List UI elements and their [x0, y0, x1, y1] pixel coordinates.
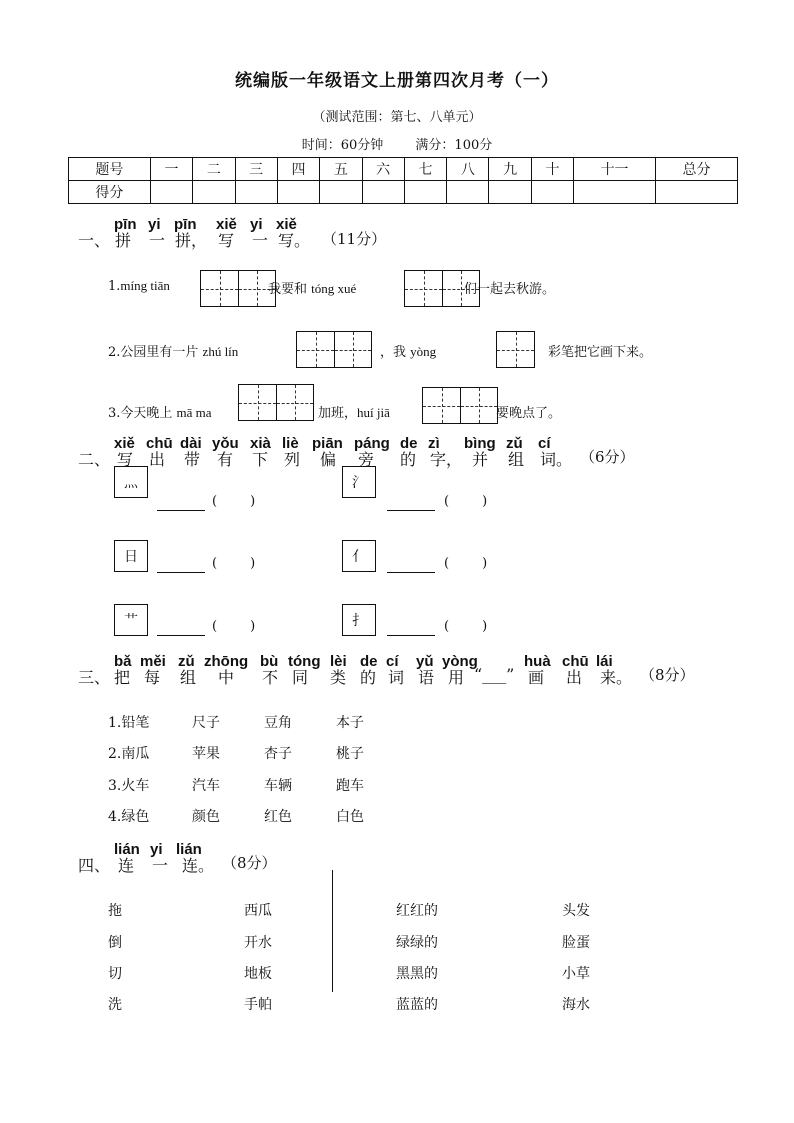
answer-blank[interactable] — [157, 496, 205, 511]
match-object[interactable]: 西瓜 — [244, 903, 272, 919]
match-verb[interactable]: 拖 — [108, 903, 122, 919]
q1-1-text-2 — [268, 278, 356, 297]
score-cell[interactable] — [320, 181, 362, 204]
section-4-pinyin: yi — [150, 841, 163, 858]
answer-blank[interactable] — [157, 621, 205, 636]
answer-blank[interactable] — [387, 558, 435, 573]
section-1-char: 拼， — [175, 231, 208, 250]
section-3-char: 不 — [262, 668, 279, 687]
score-cell[interactable] — [574, 181, 656, 204]
section-1-char: 一 — [252, 231, 269, 250]
q1-2-pinyin-1: zhú lín — [202, 344, 239, 359]
section-2-char: 下 — [252, 450, 269, 469]
score-row-label: 得分 — [69, 181, 151, 204]
score-cell[interactable] — [150, 181, 192, 204]
match-adjective[interactable]: 红红的 — [396, 903, 438, 919]
answer-parentheses[interactable]: ( ) — [212, 619, 256, 634]
section-1-char: 写。 — [278, 231, 311, 250]
section-3-pinyin: bǎ — [114, 653, 132, 670]
match-noun[interactable]: 头发 — [562, 903, 590, 919]
section-1-score: （11分） — [322, 230, 387, 248]
word-item[interactable]: 汽车 — [192, 778, 220, 794]
tian-cell[interactable] — [297, 332, 334, 367]
score-header-cell: 六 — [362, 158, 404, 181]
section-3-score: （8分） — [640, 666, 695, 684]
match-verb[interactable]: 洗 — [108, 997, 122, 1013]
section-3-char: 类 — [330, 668, 347, 687]
section-3-pinyin: lái — [596, 653, 613, 670]
word-item[interactable]: 本子 — [336, 715, 364, 731]
score-header-cell: 十一 — [574, 158, 656, 181]
tian-cell[interactable] — [497, 332, 534, 367]
section-2-pinyin: zì — [428, 435, 440, 452]
section-3-char: 同 — [292, 668, 309, 687]
word-item[interactable]: 颜色 — [192, 809, 220, 825]
score-header-cell: 总分 — [656, 158, 738, 181]
answer-parentheses[interactable]: ( ) — [212, 494, 256, 509]
word-item[interactable]: 桃子 — [336, 746, 364, 762]
tian-cell[interactable] — [460, 388, 497, 423]
section-3-char: 用 — [448, 668, 465, 687]
tian-cell[interactable] — [405, 271, 442, 306]
tian-cell[interactable] — [423, 388, 460, 423]
section-2-char: 旁 — [358, 450, 375, 469]
match-adjective[interactable]: 绿绿的 — [396, 935, 438, 951]
q1-2-middle: ，我 — [380, 345, 407, 360]
section-3-pinyin: zǔ — [178, 653, 195, 670]
answer-parentheses[interactable]: ( ) — [444, 556, 488, 571]
section-2-char: 偏 — [320, 450, 337, 469]
section-2-pinyin: cí — [538, 435, 551, 452]
match-noun[interactable]: 小草 — [562, 966, 590, 982]
section-3-pinyin: chū — [562, 653, 589, 670]
section-2-score: （6分） — [580, 448, 635, 466]
section-2-number: 二、 — [78, 450, 111, 469]
section-2-char: 的 — [400, 450, 417, 469]
q1-1-prefix: 1. — [108, 279, 121, 294]
section-2-pinyin: bìng — [464, 435, 496, 452]
section-1-pinyin: pīn — [174, 216, 197, 233]
q1-3-pinyin-2: huí jiā — [357, 405, 390, 420]
section-1-pinyin: yi — [148, 216, 161, 233]
word-item[interactable]: 车辆 — [264, 778, 292, 794]
q1-3-text — [108, 402, 212, 421]
match-noun[interactable]: 脸蛋 — [562, 935, 590, 951]
score-cell[interactable] — [362, 181, 404, 204]
section-2-pinyin: de — [400, 435, 418, 452]
exam-time: 时间：60分钟 — [301, 138, 384, 153]
section-1-char: 拼 — [115, 231, 132, 250]
section-4-pinyin: lián — [176, 841, 202, 858]
section-2-char: 有 — [217, 450, 234, 469]
tian-cell[interactable] — [201, 271, 238, 306]
score-header-cell: 九 — [489, 158, 531, 181]
q1-2-text — [108, 341, 238, 360]
score-cell[interactable] — [531, 181, 573, 204]
score-cell[interactable] — [277, 181, 319, 204]
score-table-score-row — [69, 181, 738, 204]
section-1-pinyin: pīn — [114, 216, 137, 233]
match-adjective[interactable]: 黑黑的 — [396, 966, 438, 982]
section-2-char: 词。 — [540, 450, 573, 469]
section-2-pinyin: dài — [180, 435, 202, 452]
section-3-char: 组 — [180, 668, 197, 687]
score-cell[interactable] — [656, 181, 738, 204]
section-3-pinyin: tóng — [288, 653, 321, 670]
answer-parentheses[interactable]: ( ) — [444, 494, 488, 509]
q1-3-writing-grid-1[interactable] — [238, 384, 314, 421]
score-header-cell: 五 — [320, 158, 362, 181]
section-4-char: 连。 — [182, 856, 215, 875]
answer-parentheses[interactable]: ( ) — [444, 619, 488, 634]
radical-box-water: 氵 — [342, 466, 376, 498]
score-header-cell: 七 — [404, 158, 446, 181]
section-3-pinyin: zhōng — [204, 653, 249, 670]
section-4-score: （8分） — [222, 854, 277, 872]
word-item[interactable]: 跑车 — [336, 778, 364, 794]
section-3-pinyin: bù — [260, 653, 279, 670]
section-3-number: 三、 — [78, 668, 111, 687]
section-2-pinyin: xiě — [114, 435, 135, 452]
score-cell[interactable] — [404, 181, 446, 204]
section-2-char: 出 — [149, 450, 166, 469]
section-3-pinyin: měi — [140, 653, 166, 670]
section-2-char: 写 — [117, 450, 134, 469]
score-header-cell: 十 — [531, 158, 573, 181]
q1-3-prefix: 3.今天晚上 — [108, 406, 173, 421]
section-2-char: 带 — [184, 450, 201, 469]
section-3-char: 词 — [388, 668, 405, 687]
q1-2-suffix: 彩笔把它画下来。 — [548, 345, 653, 360]
section-3-pinyin: yǔ — [416, 653, 434, 670]
q1-3-writing-grid-2[interactable] — [422, 387, 498, 424]
section-1-char: 一 — [149, 231, 166, 250]
column-divider — [332, 870, 333, 992]
section-1-pinyin: yi — [250, 216, 263, 233]
section-4-pinyin: lián — [114, 841, 140, 858]
match-noun[interactable]: 海水 — [562, 997, 590, 1013]
section-3-pinyin: lèi — [330, 653, 347, 670]
score-table — [68, 157, 738, 204]
match-object[interactable]: 地板 — [244, 966, 272, 982]
word-item[interactable]: 4.绿色 — [108, 809, 150, 825]
word-item[interactable]: 白色 — [336, 809, 364, 825]
score-header-cell: 二 — [193, 158, 235, 181]
score-table-header-row — [69, 158, 738, 181]
word-item[interactable]: 尺子 — [192, 715, 220, 731]
q1-2-text-2 — [380, 341, 436, 360]
q1-2-pinyin-2: yòng — [410, 344, 437, 359]
word-item[interactable]: 1.铅笔 — [108, 715, 150, 731]
section-3-char: 画 — [528, 668, 545, 687]
section-3-char: 来。 — [600, 668, 633, 687]
word-item[interactable]: 豆角 — [264, 715, 292, 731]
word-item[interactable]: 苹果 — [192, 746, 220, 762]
score-header-cell: 八 — [447, 158, 489, 181]
section-3-char: 中 — [218, 668, 235, 687]
section-3-char: 出 — [566, 668, 583, 687]
score-cell[interactable] — [489, 181, 531, 204]
section-2-pinyin: zǔ — [506, 435, 523, 452]
score-header-cell: 题号 — [69, 158, 151, 181]
q1-1-text — [108, 278, 170, 294]
answer-blank[interactable] — [387, 621, 435, 636]
section-3-char: “___” — [474, 665, 515, 684]
word-item[interactable]: 红色 — [264, 809, 292, 825]
match-object[interactable]: 开水 — [244, 935, 272, 951]
section-2-pinyin: yǒu — [212, 435, 239, 452]
answer-blank[interactable] — [387, 496, 435, 511]
radical-box-fire: 灬 — [114, 466, 148, 498]
section-3-pinyin: de — [360, 653, 378, 670]
section-2-char: 并 — [472, 450, 489, 469]
q1-3-suffix: 要晚点了。 — [496, 406, 562, 421]
section-1-number: 一、 — [78, 231, 111, 250]
word-item[interactable]: 2.南瓜 — [108, 746, 150, 762]
section-3-char: 语 — [418, 668, 435, 687]
section-2-pinyin: piān — [312, 435, 343, 452]
q1-1-middle: 我要和 — [268, 282, 308, 297]
q1-2-prefix: 2.公园里有一片 — [108, 345, 199, 360]
section-3-pinyin: cí — [386, 653, 399, 670]
exam-info — [0, 134, 794, 153]
match-adjective[interactable]: 蓝蓝的 — [396, 997, 438, 1013]
section-4-char: 一 — [152, 856, 169, 875]
section-3-pinyin: yòng — [442, 653, 478, 670]
score-header-cell: 一 — [150, 158, 192, 181]
q1-2-writing-grid-2[interactable] — [496, 331, 535, 368]
section-3-char: 的 — [360, 668, 377, 687]
section-3-pinyin: huà — [524, 653, 551, 670]
section-2-char: 列 — [284, 450, 301, 469]
word-item[interactable]: 杏子 — [264, 746, 292, 762]
section-4-number: 四、 — [78, 856, 111, 875]
tian-cell[interactable] — [239, 385, 276, 420]
section-2-pinyin: liè — [282, 435, 299, 452]
answer-blank[interactable] — [157, 558, 205, 573]
q1-1-suffix: 们一起去秋游。 — [464, 282, 556, 297]
q1-1-pinyin-1: míng tiān — [120, 278, 170, 293]
q1-2-writing-grid-1[interactable] — [296, 331, 372, 368]
score-header-cell: 三 — [235, 158, 277, 181]
match-object[interactable]: 手帕 — [244, 997, 272, 1013]
match-verb[interactable]: 切 — [108, 966, 122, 982]
section-3-char: 把 — [114, 668, 131, 687]
radical-box-hand: 扌 — [342, 604, 376, 636]
section-2-pinyin: páng — [354, 435, 390, 452]
q1-3-text-2 — [318, 402, 390, 421]
answer-parentheses[interactable]: ( ) — [212, 556, 256, 571]
section-2-pinyin: xià — [250, 435, 271, 452]
test-scope: （测试范围：第七、八单元） — [312, 110, 482, 125]
q1-3-pinyin-1: mā ma — [176, 405, 212, 420]
q1-3-middle: 加班， — [318, 406, 358, 421]
word-item[interactable]: 3.火车 — [108, 778, 150, 794]
score-cell[interactable] — [193, 181, 235, 204]
radical-box-person: 亻 — [342, 540, 376, 572]
q1-1-pinyin-2: tóng xué — [311, 281, 357, 296]
score-cell[interactable] — [447, 181, 489, 204]
q1-1-writing-grid-1[interactable] — [200, 270, 276, 307]
section-2-pinyin: chū — [146, 435, 173, 452]
match-verb[interactable]: 倒 — [108, 935, 122, 951]
page-title: 统编版一年级语文上册第四次月考（一） — [235, 71, 559, 91]
section-4-char: 连 — [118, 856, 135, 875]
section-1-pinyin: xiě — [216, 216, 237, 233]
score-cell[interactable] — [235, 181, 277, 204]
radical-box-sun: 日 — [114, 540, 148, 572]
section-3-char: 每 — [144, 668, 161, 687]
tian-cell[interactable] — [334, 332, 371, 367]
section-2-char: 组 — [508, 450, 525, 469]
section-2-char: 字， — [430, 450, 463, 469]
section-1-char: 写 — [218, 231, 235, 250]
score-header-cell: 四 — [277, 158, 319, 181]
section-1-pinyin: xiě — [276, 216, 297, 233]
radical-box-grass: 艹 — [114, 604, 148, 636]
exam-full-score: 满分：100分 — [415, 138, 493, 153]
tian-cell[interactable] — [276, 385, 313, 420]
